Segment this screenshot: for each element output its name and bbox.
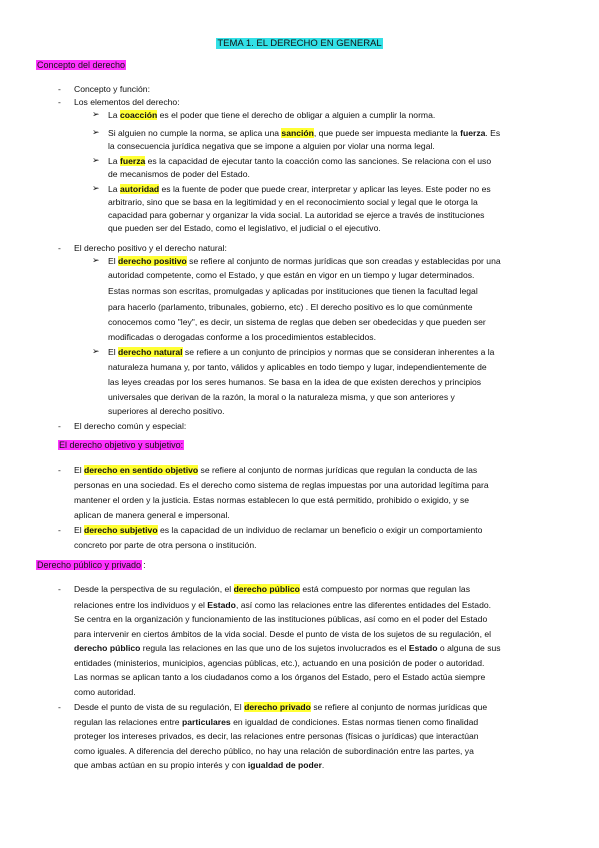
list-item-elementos: Los elementos del derecho: xyxy=(74,97,180,107)
bullet-dash: - xyxy=(58,465,61,475)
line-subjetivo-2: concreto por parte de otra persona o institución. xyxy=(74,540,257,550)
arrow-bullet-icon: ➢ xyxy=(92,155,100,165)
line-positivo-5: conocemos como "ley", es decir, un sistema de reglas que deben ser obedecidas y que pueden ser xyxy=(108,317,486,327)
line-coaccion: La coacción es el poder que tiene el derecho de obligar a alguien a cumplir la norma. xyxy=(108,110,436,120)
bullet-dash: - xyxy=(58,421,61,431)
line-sancion: Si alguien no cumple la norma, se aplica una sanción, que puede ser impuesta mediante la fuerza. Es xyxy=(108,128,501,138)
list-item-comun-especial: El derecho común y especial: xyxy=(74,421,187,431)
bullet-dash: - xyxy=(58,84,61,94)
line-positivo-6: modificadas o derogadas conforme a los procedimientos establecidos. xyxy=(108,332,376,342)
section-heading-concepto: Concepto del derecho xyxy=(37,60,126,70)
line-fuerza: La fuerza es la capacidad de ejecutar tanto la coacción como las sanciones. Se relaciona con el uso xyxy=(108,156,492,166)
line-autoridad-4: que pueden ser del Estado, como el legislativo, el judicial o el ejecutivo. xyxy=(108,223,381,233)
bullet-dash: - xyxy=(58,702,61,712)
line-autoridad-3: capacidad para gobernar y organizar la vida social. La autoridad se ejerce a través de instituciones xyxy=(108,210,485,220)
line-publico-6: entidades (ministerios, municipios, agencias públicas, etc.), actuando en una posición de poder o autoridad. xyxy=(74,658,485,668)
line-publico: Desde la perspectiva de su regulación, el derecho público está compuesto por normas que regulan las xyxy=(74,584,470,594)
line-positivo-4: para hacerlo (parlamento, tribunales, gobierno, etc) . El derecho positivo es lo que comúnmente xyxy=(108,302,473,312)
line-privado-3: proteger los intereses privados, es decir, las relaciones entre personas (físicas o jurídicas) que interactúan xyxy=(74,731,479,741)
line-positivo-2: autoridad competente, como el Estado, y que están en vigor en un tiempo y lugar determinados. xyxy=(108,270,475,280)
line-fuerza-cont: de mecanismos de poder del Estado. xyxy=(108,169,250,179)
line-autoridad: La autoridad es la fuente de poder que puede crear, interpretar y aplicar las leyes. Este poder no es xyxy=(108,184,491,194)
arrow-bullet-icon: ➢ xyxy=(92,346,100,356)
line-publico-7: Las normas se aplican tanto a los ciudadanos como a los órganos del Estado, pero el Estado actúa siempre xyxy=(74,672,486,682)
line-privado: Desde el punto de vista de su regulación, El derecho privado se refiere al conjunto de normas jurídicas que xyxy=(74,702,488,712)
bullet-dash: - xyxy=(58,584,61,594)
line-publico-3: Se centra en la organización y funcionamiento de las instituciones públicas, así como en el poder del Estado xyxy=(74,614,488,624)
arrow-bullet-icon: ➢ xyxy=(92,183,100,193)
line-natural-5: superiores al derecho positivo. xyxy=(108,406,225,416)
line-positivo: El derecho positivo se refiere al conjunto de normas jurídicas que son creadas y establecidas por una xyxy=(108,256,501,266)
line-publico-8: como autoridad. xyxy=(74,687,136,697)
line-natural-4: universales que derivan de la razón, la moral o la naturaleza misma, y que son anteriores y xyxy=(108,392,455,402)
bullet-dash: - xyxy=(58,243,61,253)
section-heading-objetivo-subjetivo: El derecho objetivo y subjetivo: xyxy=(59,440,184,450)
section-heading-publico-privado: Derecho público y privado : xyxy=(37,560,146,570)
bullet-dash: - xyxy=(58,97,61,107)
line-positivo-3: Estas normas son escritas, promulgadas y aplicadas por instituciones que tienen la facultad legal xyxy=(108,286,478,296)
line-publico-4: para intervenir en ciertos ámbitos de la vida social. Desde el punto de vista de los sujetos de su regulación, el xyxy=(74,629,492,639)
arrow-bullet-icon: ➢ xyxy=(92,127,100,137)
list-item-positivo-natural: El derecho positivo y el derecho natural: xyxy=(74,243,227,253)
line-publico-5: derecho público regula las relaciones en las que uno de los sujetos involucrados es el Estado o alguna de sus xyxy=(74,643,501,653)
line-objetivo-4: aplican de manera general e impersonal. xyxy=(74,510,230,520)
line-publico-2: relaciones entre los individuos y el Estado, así como las relaciones entre las diferentes entidades del Estado. xyxy=(74,600,492,610)
line-natural-3: las leyes creadas por los seres humanos. Se basa en la idea de que existen derechos y principios xyxy=(108,377,482,387)
line-sancion-cont: la consecuencia jurídica negativa que se impone a alguien por violar una norma legal. xyxy=(108,141,435,151)
line-privado-2: regulan las relaciones entre particulares en igualdad de condiciones. Estas normas tienen como finalidad xyxy=(74,717,479,727)
bullet-dash: - xyxy=(58,525,61,535)
line-objetivo: El derecho en sentido objetivo se refiere al conjunto de normas jurídicas que regulan la conducta de las xyxy=(74,465,478,475)
list-item-concepto: Concepto y función: xyxy=(74,84,150,94)
line-objetivo-3: mantener el orden y la justicia. Estas normas establecen lo que está permitido, prohibido o exigido, y se xyxy=(74,495,470,505)
arrow-bullet-icon: ➢ xyxy=(92,109,100,119)
line-privado-4: como iguales. A diferencia del derecho público, no hay una relación de subordinación entre las partes, ya xyxy=(74,746,474,756)
line-privado-5: que ambas actúan en su propio interés y con igualdad de poder. xyxy=(74,760,325,770)
line-subjetivo: El derecho subjetivo es la capacidad de un individuo de reclamar un beneficio o exigir un comportamiento xyxy=(74,525,483,535)
line-natural: El derecho natural se refiere a un conjunto de principios y normas que se consideran inherentes a la xyxy=(108,347,495,357)
document-title: TEMA 1. EL DERECHO EN GENERAL xyxy=(217,38,382,49)
line-objetivo-2: personas en una sociedad. Es el derecho como sistema de reglas impuestas por una autoridad legítima para xyxy=(74,480,489,490)
line-autoridad-2: arbitrario, sino que se basa en la legitimidad y en el reconocimiento social y legal que le otorga la xyxy=(108,197,478,207)
line-natural-2: naturaleza humana y, por tanto, válidos y aplicables en todo tiempo y lugar, independientemente de xyxy=(108,362,487,372)
arrow-bullet-icon: ➢ xyxy=(92,255,100,265)
